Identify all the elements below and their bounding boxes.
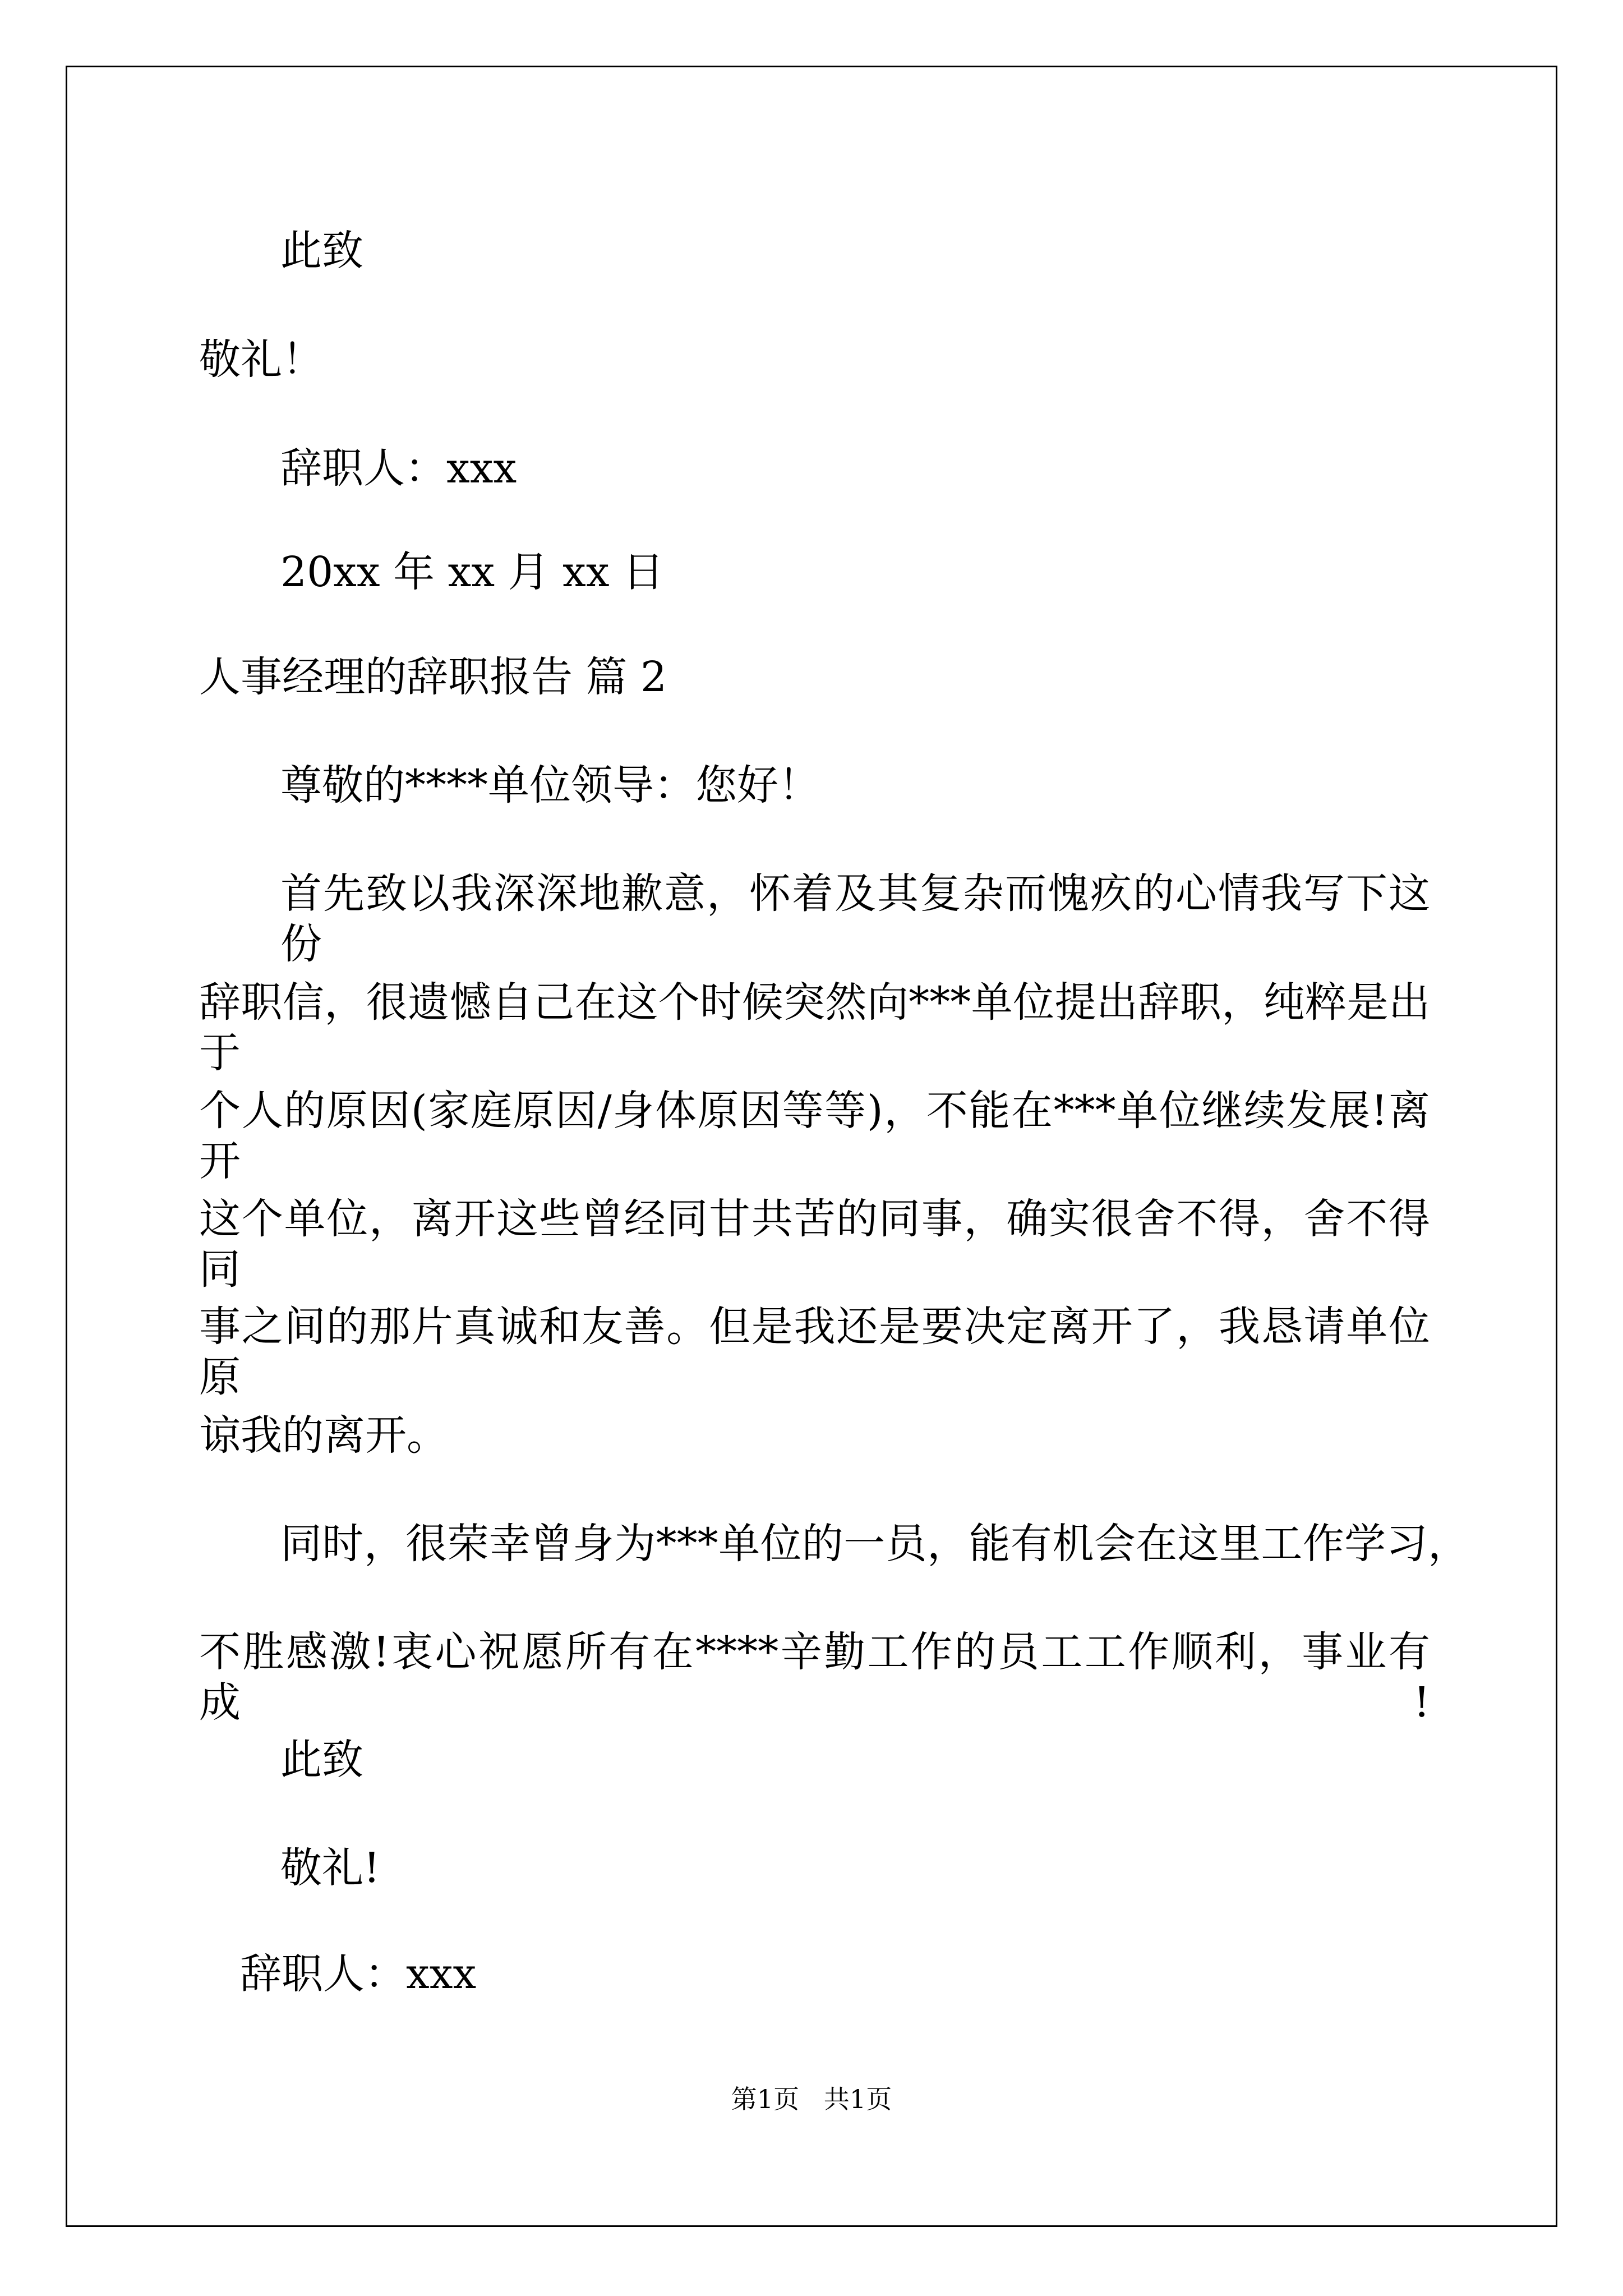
salute-text: 敬礼! xyxy=(280,1844,380,1892)
signer-text: 辞职人：xxx xyxy=(280,444,517,493)
body-line: 同时，很荣幸曾身为***单位的一员，能有机会在这里工作学习， xyxy=(280,1520,1469,1568)
body-line: 首先致以我深深地歉意，怀着及其复杂而愧疚的心情我写下这份 xyxy=(280,869,1430,968)
salute-text: 敬礼！ xyxy=(199,335,324,384)
greeting-text: 尊敬的****单位领导：您好！ xyxy=(280,761,820,809)
body-line: 这个单位，离开这些曾经同甘共苦的同事，确实很舍不得，舍不得同 xyxy=(199,1195,1430,1294)
closing-text: 此致 xyxy=(280,1736,363,1784)
signer-text: 辞职人：xxx xyxy=(240,1950,477,1998)
body-line: 个人的原因(家庭原因/身体原因等等)，不能在***单位继续发展!离开 xyxy=(199,1087,1430,1185)
section-heading: 人事经理的辞职报告 篇 2 xyxy=(199,653,667,701)
body-line: 事之间的那片真诚和友善。但是我还是要决定离开了，我恳请单位原 xyxy=(199,1303,1430,1401)
date-text: 20xx 年 xx 月 xx 日 xyxy=(280,548,665,596)
body-line: 不胜感激!衷心祝愿所有在****辛勤工作的员工工作顺利，事业有成! xyxy=(199,1628,1430,1727)
page-footer: 第1页 共1页 xyxy=(731,2084,892,2114)
closing-text: 此致 xyxy=(280,227,363,275)
body-line: 辞职信，很遗憾自己在这个时候突然向***单位提出辞职，纯粹是出于 xyxy=(199,978,1430,1077)
body-line: 谅我的离开。 xyxy=(199,1411,448,1460)
